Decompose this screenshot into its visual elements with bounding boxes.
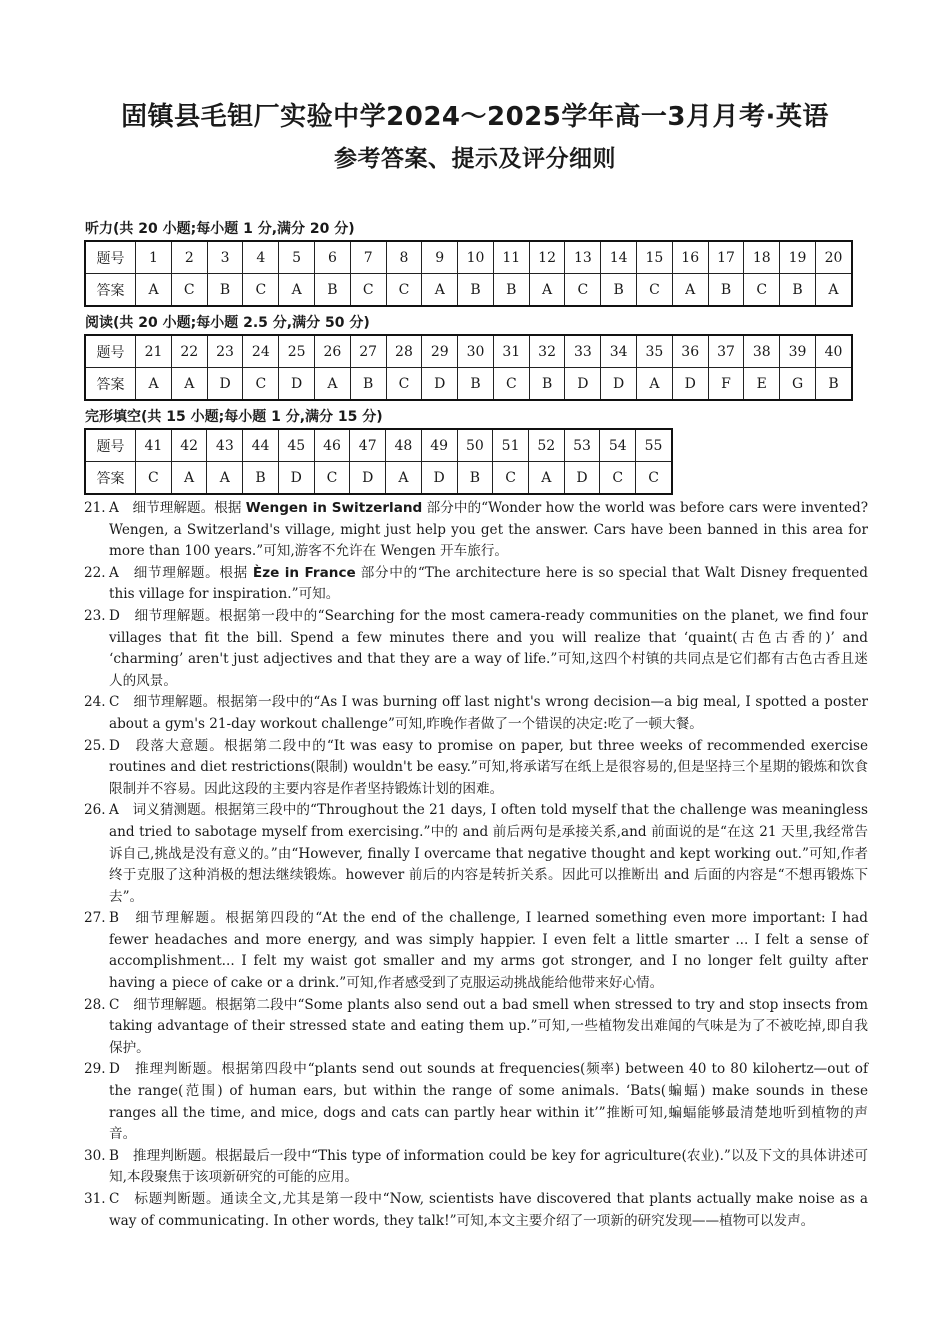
item-text bbox=[109, 498, 868, 563]
question-number-cell: 23 bbox=[207, 335, 243, 368]
question-number-cell: 32 bbox=[529, 335, 565, 368]
answer-cell: B bbox=[458, 274, 494, 307]
question-number-cell: 20 bbox=[815, 241, 852, 274]
answer-table-cloze bbox=[84, 428, 673, 495]
question-number-cell: 3 bbox=[207, 241, 243, 274]
answer-cell: A bbox=[528, 462, 564, 495]
answer-cell: A bbox=[136, 274, 172, 307]
row-head-number: 题号 bbox=[85, 335, 136, 368]
answer-cell: B bbox=[493, 274, 529, 307]
answer-cell: A bbox=[279, 274, 315, 307]
answer-cell: C bbox=[565, 274, 601, 307]
answer-cell: B bbox=[780, 274, 816, 307]
item-text-main: A 细节理解题。根据 bbox=[109, 564, 253, 581]
answer-row bbox=[85, 368, 852, 401]
item-number: 31. bbox=[84, 1191, 106, 1207]
answer-table-reading bbox=[84, 334, 853, 401]
question-number-cell: 4 bbox=[243, 241, 279, 274]
question-number-cell: 14 bbox=[601, 241, 637, 274]
question-number-cell: 50 bbox=[457, 429, 493, 462]
answer-cell: A bbox=[207, 462, 243, 495]
item-text-rest: 部分中的“Wonder how the world was before cars were invented? Wengen, a Switzerland's village, might just help you get the answer. Cars have been banned in this area for more than 100 years.”可知,游客不允许在 Wengen 开车旅行。 bbox=[109, 500, 869, 560]
number-row bbox=[85, 241, 852, 274]
question-number-cell: 41 bbox=[136, 429, 172, 462]
answer-cell: B bbox=[350, 368, 386, 401]
answer-cell: B bbox=[315, 274, 351, 307]
answer-cell: B bbox=[815, 368, 852, 401]
answer-cell: C bbox=[350, 274, 386, 307]
item-text bbox=[109, 995, 868, 1060]
question-number-cell: 55 bbox=[636, 429, 672, 462]
answer-cell: B bbox=[708, 274, 744, 307]
item-text bbox=[109, 563, 868, 606]
question-number-cell: 5 bbox=[279, 241, 315, 274]
answer-cell: D bbox=[601, 368, 637, 401]
question-number-cell: 40 bbox=[815, 335, 852, 368]
explanation-item bbox=[84, 995, 868, 1060]
question-number-cell: 51 bbox=[493, 429, 529, 462]
answer-cell: D bbox=[565, 368, 601, 401]
explanation-item bbox=[84, 498, 868, 563]
explanation-item bbox=[84, 736, 868, 801]
question-number-cell: 46 bbox=[314, 429, 350, 462]
answer-cell: B bbox=[207, 274, 243, 307]
item-number: 24. bbox=[84, 694, 106, 711]
question-number-cell: 16 bbox=[672, 241, 708, 274]
answer-cell: C bbox=[171, 274, 207, 307]
row-head-answer: 答案 bbox=[85, 368, 136, 401]
answer-cell: D bbox=[207, 368, 243, 401]
answer-cell: A bbox=[136, 368, 172, 401]
question-number-cell: 35 bbox=[637, 335, 673, 368]
answer-cell: C bbox=[243, 368, 279, 401]
answer-cell: B bbox=[458, 368, 494, 401]
item-text-main: C 标题判断题。通读全文,尤其是第一段中“Now, scientists have discovered that plants actually make noise as a way of communicating. In other words, they talk!”可知,本文主要介绍了一项新的研究发现——植物可以发声。 bbox=[109, 1191, 868, 1229]
row-head-number: 题号 bbox=[85, 241, 136, 274]
answer-cell: B bbox=[529, 368, 565, 401]
answer-cell: A bbox=[637, 368, 673, 401]
answer-cell: D bbox=[421, 462, 457, 495]
item-number: 21. bbox=[84, 500, 106, 516]
question-number-cell: 39 bbox=[780, 335, 816, 368]
item-number: 28. bbox=[84, 996, 106, 1013]
explanation-item bbox=[84, 800, 868, 908]
question-number-cell: 9 bbox=[422, 241, 458, 274]
question-number-cell: 6 bbox=[315, 241, 351, 274]
answer-cell: A bbox=[171, 462, 207, 495]
question-number-cell: 37 bbox=[708, 335, 744, 368]
item-text-main: A 细节理解题。根据 bbox=[109, 500, 246, 516]
section-label-cloze: 完形填空(共 15 小题;每小题 1 分,满分 15 分) bbox=[85, 409, 383, 425]
answer-cell: C bbox=[136, 462, 172, 495]
answer-cell: G bbox=[780, 368, 816, 401]
answer-cell: C bbox=[493, 368, 529, 401]
answer-cell: E bbox=[744, 368, 780, 401]
question-number-cell: 45 bbox=[278, 429, 314, 462]
answer-cell: C bbox=[314, 462, 350, 495]
number-row bbox=[85, 429, 672, 462]
question-number-cell: 8 bbox=[386, 241, 422, 274]
item-text-main: C 细节理解题。根据第二段中“Some plants also send out a bad smell when stressed to try and stop insects from taking advantage of their stressed state and eating them up.”可知,一些植物发出难闻的气味是为了不被吃掉,即自我保护。 bbox=[109, 996, 868, 1056]
question-number-cell: 13 bbox=[565, 241, 601, 274]
number-row bbox=[85, 335, 852, 368]
answer-cell: D bbox=[422, 368, 458, 401]
question-number-cell: 28 bbox=[386, 335, 422, 368]
question-number-cell: 34 bbox=[601, 335, 637, 368]
answer-cell: D bbox=[564, 462, 600, 495]
question-number-cell: 19 bbox=[780, 241, 816, 274]
item-text-main: D 推理判断题。根据第四段中“plants send out sounds at frequencies(频率) between 40 to 80 kilohertz—out of the range(范围) of human ears, but within the range of some animals. ‘Bats(蝙蝠) make sounds in these ranges all the time, and mice, dogs and cats can partly hear within it’”推断可知,蝙蝠能够最清楚地听到植物的声音。 bbox=[109, 1061, 868, 1143]
item-text bbox=[109, 800, 868, 908]
answer-cell: A bbox=[386, 462, 422, 495]
item-keyword: Wengen in Switzerland bbox=[245, 500, 423, 516]
explanation-list bbox=[84, 498, 868, 1232]
question-number-cell: 11 bbox=[493, 241, 529, 274]
question-number-cell: 29 bbox=[422, 335, 458, 368]
question-number-cell: 36 bbox=[672, 335, 708, 368]
answer-cell: C bbox=[386, 368, 422, 401]
question-number-cell: 31 bbox=[493, 335, 529, 368]
question-number-cell: 42 bbox=[171, 429, 207, 462]
answer-cell: A bbox=[171, 368, 207, 401]
answer-cell: C bbox=[744, 274, 780, 307]
answer-cell: B bbox=[457, 462, 493, 495]
item-text-main: D 段落大意题。根据第二段中的“It was easy to promise on paper, but three weeks of recommended exercise routines and diet restrictions(限制) wouldn't be easy.”可知,将承诺写在纸上是很容易的,但是坚持三个星期的锻炼和饮食限制并不容易。因此这段的主要内容是作者坚持锻炼计划的困难。 bbox=[109, 737, 868, 797]
row-head-number: 题号 bbox=[85, 429, 136, 462]
question-number-cell: 47 bbox=[350, 429, 386, 462]
question-number-cell: 22 bbox=[171, 335, 207, 368]
answer-cell: A bbox=[529, 274, 565, 307]
answer-cell: D bbox=[350, 462, 386, 495]
answer-cell: C bbox=[243, 274, 279, 307]
question-number-cell: 2 bbox=[171, 241, 207, 274]
answer-cell: F bbox=[708, 368, 744, 401]
answer-table-listening bbox=[84, 240, 853, 307]
explanation-item bbox=[84, 563, 868, 606]
item-number: 25. bbox=[84, 737, 106, 754]
item-text bbox=[109, 1146, 868, 1189]
question-number-cell: 15 bbox=[637, 241, 673, 274]
question-number-cell: 48 bbox=[386, 429, 422, 462]
item-number: 23. bbox=[84, 607, 106, 624]
answer-cell: D bbox=[278, 462, 314, 495]
item-text bbox=[109, 1059, 868, 1145]
explanation-item bbox=[84, 908, 868, 994]
explanation-item bbox=[84, 1146, 868, 1189]
item-number: 30. bbox=[84, 1147, 106, 1164]
explanation-item bbox=[84, 1059, 868, 1145]
question-number-cell: 44 bbox=[243, 429, 279, 462]
item-text-main: B 细节理解题。根据第四段的“At the end of the challenge, I learned something even more important: I had fewer headaches and more energy, and was simply happier. I even felt a little smarter ... I felt a sense of accomplishment... I felt my waist got smaller and my arms got stronger, and I no longer felt guilty after having a piece of cake or a drink.”可知,作者感受到了克服运动挑战能给他带来好心情。 bbox=[109, 910, 868, 992]
answer-cell: D bbox=[279, 368, 315, 401]
answer-row bbox=[85, 462, 672, 495]
question-number-cell: 49 bbox=[421, 429, 457, 462]
item-text bbox=[109, 908, 868, 994]
question-number-cell: 24 bbox=[243, 335, 279, 368]
explanation-item bbox=[84, 606, 868, 692]
item-text-main: C 细节理解题。根据第一段中的“As I was burning off last night's wrong decision—a big meal, I spotted a poster about a gym's 21-day workout challenge”可知,昨晚作者做了一个错误的决定:吃了一顿大餐。 bbox=[109, 694, 868, 732]
answer-cell: C bbox=[637, 274, 673, 307]
answer-cell: A bbox=[422, 274, 458, 307]
item-keyword: Èze in France bbox=[252, 564, 356, 581]
answer-cell: C bbox=[600, 462, 636, 495]
item-text-rest: 部分中的“The architecture here is so special that Walt Disney frequented this village for inspiration.”可知。 bbox=[109, 564, 869, 603]
row-head-answer: 答案 bbox=[85, 274, 136, 307]
question-number-cell: 18 bbox=[744, 241, 780, 274]
explanation-item bbox=[84, 1189, 868, 1232]
question-number-cell: 10 bbox=[458, 241, 494, 274]
question-number-cell: 21 bbox=[136, 335, 172, 368]
question-number-cell: 54 bbox=[600, 429, 636, 462]
page-title: 固镇县毛钽厂实验中学2024～2025学年高一3月月考·英语 bbox=[121, 102, 829, 132]
answer-cell: C bbox=[636, 462, 672, 495]
question-number-cell: 7 bbox=[350, 241, 386, 274]
answer-cell: D bbox=[672, 368, 708, 401]
item-text bbox=[109, 736, 868, 801]
explanation-item bbox=[84, 692, 868, 735]
item-number: 26. bbox=[84, 802, 106, 819]
question-number-cell: 17 bbox=[708, 241, 744, 274]
question-number-cell: 53 bbox=[564, 429, 600, 462]
answer-cell: C bbox=[386, 274, 422, 307]
item-text-main: D 细节理解题。根据第一段中的“Searching for the most camera-ready communities on the planet, we find four villages that fit the bill. Spend a few minutes there and you will realize that ‘quaint(古色古香的)’ and ‘charming’ aren't just adjectives and that they are a way of life.”可知,这四个村镇的共同点是它们都有古色古香且迷人的风景。 bbox=[109, 607, 868, 689]
answer-row bbox=[85, 274, 852, 307]
question-number-cell: 12 bbox=[529, 241, 565, 274]
question-number-cell: 1 bbox=[136, 241, 172, 274]
item-text bbox=[109, 692, 868, 735]
item-text-main: B 推理判断题。根据最后一段中“This type of information could be key for agriculture(农业).”以及下文的具体讲述可知,本段聚焦于该项新研究的可能的应用。 bbox=[109, 1147, 868, 1186]
question-number-cell: 25 bbox=[279, 335, 315, 368]
answer-cell: B bbox=[243, 462, 279, 495]
question-number-cell: 26 bbox=[315, 335, 351, 368]
question-number-cell: 27 bbox=[350, 335, 386, 368]
item-number: 27. bbox=[84, 910, 106, 927]
answer-cell: A bbox=[672, 274, 708, 307]
question-number-cell: 30 bbox=[458, 335, 494, 368]
question-number-cell: 38 bbox=[744, 335, 780, 368]
row-head-answer: 答案 bbox=[85, 462, 136, 495]
answer-cell: A bbox=[815, 274, 852, 307]
section-label-listening: 听力(共 20 小题;每小题 1 分,满分 20 分) bbox=[85, 221, 355, 237]
answer-cell: A bbox=[315, 368, 351, 401]
item-text bbox=[109, 606, 868, 692]
item-text-main: A 词义猜测题。根据第三段中的“Throughout the 21 days, I often told myself that the challenge was meaningless and tried to sabotage myself from exercising.”中的 and 前后两句是承接关系,and 前面说的是“在这 21 天里,我经常告诉自己,挑战是没有意义的。”由“However, finally I overcame that negative thought and kept working out.”可知,作者终于克服了这种消极的想法继续锻炼。however 前后的内容是转折关系。因此可以推断出 and 后面的内容是“不想再锻炼下去”。 bbox=[109, 802, 868, 905]
question-number-cell: 52 bbox=[528, 429, 564, 462]
section-label-reading: 阅读(共 20 小题;每小题 2.5 分,满分 50 分) bbox=[85, 315, 370, 331]
page-subtitle: 参考答案、提示及评分细则 bbox=[334, 146, 616, 172]
answer-cell: B bbox=[601, 274, 637, 307]
item-text bbox=[109, 1189, 868, 1232]
item-number: 22. bbox=[84, 564, 106, 581]
question-number-cell: 33 bbox=[565, 335, 601, 368]
item-number: 29. bbox=[84, 1061, 106, 1078]
answer-cell: C bbox=[493, 462, 529, 495]
question-number-cell: 43 bbox=[207, 429, 243, 462]
